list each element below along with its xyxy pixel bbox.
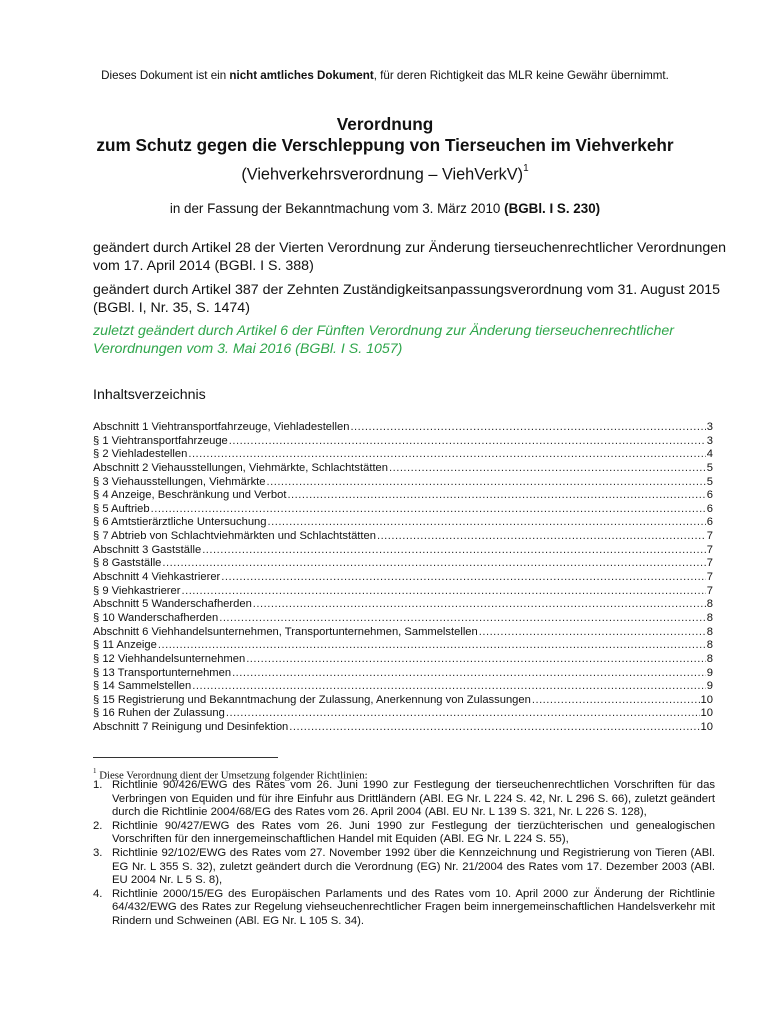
toc-entry[interactable] [93, 448, 713, 462]
toc-entry-page: 10 [700, 707, 713, 720]
toc-entry[interactable] [93, 489, 713, 503]
footnote-item-text: Richtlinie 90/427/EWG des Rates vom 26. Juni 1990 zur Festlegung der tierzüchterischen und genealogischen Vorschriften für den innergemeinschaftlichen Handel mit Equiden (ABl. EG Nr. L 224 S. 55), [112, 819, 715, 846]
toc-entry-page: 6 [706, 502, 713, 515]
toc-entry-title: § 4 Anzeige, Beschränkung und Verbot [93, 489, 287, 502]
toc-entry-title: Abschnitt 3 Gastställe [93, 543, 202, 556]
toc-leader-dots [202, 544, 706, 558]
toc-leader-dots [532, 694, 700, 708]
footnote-intro-text: Diese Verordnung dient der Umsetzung folgender Richtlinien: [96, 769, 368, 782]
toc-entry-page: 7 [706, 543, 713, 556]
toc-entry-title: § 12 Viehhandelsunternehmen [93, 652, 246, 665]
toc-heading: Inhaltsverzeichnis [93, 387, 206, 403]
toc-entry[interactable] [93, 598, 713, 612]
footnote-item [93, 820, 715, 847]
toc-entry-page: 6 [706, 489, 713, 502]
toc-entry[interactable] [93, 571, 713, 585]
toc-entry[interactable] [93, 435, 713, 449]
toc-entry[interactable] [93, 612, 713, 626]
disclaimer-prefix: Dieses Dokument ist ein [101, 69, 230, 82]
toc-entry[interactable] [93, 653, 713, 667]
toc-entry-page: 8 [706, 598, 713, 611]
toc-entry-page: 9 [706, 680, 713, 693]
toc-entry[interactable] [93, 462, 713, 476]
toc-entry[interactable] [93, 516, 713, 530]
toc-entry-page: 7 [706, 557, 713, 570]
toc-leader-dots [389, 462, 706, 476]
toc-leader-dots [232, 667, 706, 681]
amendment-1: geändert durch Artikel 28 der Vierten Verordnung zur Änderung tierseuchenrechtlicher Verordnungen vom 17. April 2014 (BGBl. I S. 388) [93, 240, 727, 274]
toc-entry-page: 8 [706, 611, 713, 624]
toc-entry-page: 3 [706, 434, 713, 447]
toc-entry-title: § 5 Auftrieb [93, 502, 150, 515]
toc-entry-title: Abschnitt 2 Viehausstellungen, Viehmärkte, Schlachtstätten [93, 461, 388, 474]
toc-entry[interactable] [93, 626, 713, 640]
toc-entry[interactable] [93, 544, 713, 558]
footnote-reference[interactable]: 1 [523, 163, 529, 174]
toc-entry[interactable] [93, 503, 713, 517]
document-title [0, 114, 770, 184]
footnote-mark: 1 [93, 767, 97, 775]
toc-entry-page: 7 [706, 571, 713, 584]
toc-entry-title: § 10 Wanderschafherden [93, 611, 219, 624]
toc-entry-title: § 13 Transportunternehmen [93, 666, 232, 679]
title-line-3 [0, 161, 770, 184]
toc-entry[interactable] [93, 585, 713, 599]
disclaimer-bold: nicht amtliches Dokument [229, 69, 374, 82]
footnote-item-number: 2. [93, 819, 103, 832]
toc-entry-title: § 8 Gastställe [93, 557, 162, 570]
title-line-2: zum Schutz gegen die Verschleppung von Tierseuchen im Viehverkehr [96, 135, 674, 155]
toc-entry-title: Abschnitt 6 Viehhandelsunternehmen, Transportunternehmen, Sammelstellen [93, 625, 478, 638]
toc-entry-page: 6 [706, 516, 713, 529]
version-line [0, 200, 770, 217]
short-title: (Viehverkehrsverordnung – ViehVerkV) [241, 165, 524, 184]
toc-entry[interactable] [93, 476, 713, 490]
toc-entry-title: Abschnitt 5 Wanderschafherden [93, 598, 252, 611]
toc-entry-title: Abschnitt 7 Reinigung und Desinfektion [93, 721, 289, 734]
toc-entry-title: § 9 Viehkastrierer [93, 584, 181, 597]
toc-leader-dots [289, 721, 699, 735]
amendment-2: geändert durch Artikel 387 der Zehnten Zuständigkeitsanpassungsverordnung vom 31. August 2015 (BGBl. I, Nr. 35, S. 1474) [93, 282, 721, 316]
toc-entry[interactable] [93, 667, 713, 681]
toc-entry-page: 8 [706, 625, 713, 638]
footnote-item-number: 3. [93, 846, 103, 859]
toc-entry-title: Abschnitt 4 Viehkastrierer [93, 571, 221, 584]
toc-leader-dots [162, 557, 705, 571]
toc-entry[interactable] [93, 694, 713, 708]
toc-entry[interactable] [93, 421, 713, 435]
toc-leader-dots [229, 435, 706, 449]
toc-entry[interactable] [93, 721, 713, 735]
footnote-item-text: Richtlinie 92/102/EWG des Rates vom 27. November 1992 über die Kennzeichnung und Registrierung von Tieren (ABl. EG Nr. L 355 S. 32), zuletzt geändert durch die Verordnung (EG) Nr. 21/2004 des Rates vom 17. Dezember 2003 (ABl. EU 2004 Nr. L 5 S. 8), [112, 846, 715, 887]
toc-leader-dots [181, 585, 705, 599]
toc-entry-page: 8 [706, 652, 713, 665]
toc-entry-page: 7 [706, 584, 713, 597]
toc-leader-dots [377, 530, 706, 544]
version-text: in der Fassung der Bekanntmachung vom 3. März 2010 [169, 201, 505, 216]
footnote-item-text: Richtlinie 90/426/EWG des Rates vom 26. Juni 1990 zur Festlegung der tierseuchenrechtlichen Vorschriften für das Verbringen von Equiden und für ihre Einfuhr aus Drittländern (ABl. EG Nr. L 224 S. 42, Nr. L 296 S. 66), zuletzt geändert durch die Richtlinie 2004/68/EG des Rates vom 26. April 2004 (ABl. EU Nr. L 139 S. 321, Nr. L 226 S. 128), [112, 779, 715, 819]
toc-leader-dots [287, 489, 705, 503]
toc-entry-title: § 15 Registrierung und Bekanntmachung der Zulassung, Anerkennung von Zulassungen [93, 693, 531, 706]
toc-leader-dots [267, 476, 706, 490]
toc-entry[interactable] [93, 680, 713, 694]
toc-entry-page: 8 [706, 639, 713, 652]
footnote-item [93, 779, 715, 820]
toc-entry[interactable] [93, 530, 713, 544]
version-citation: (BGBl. I S. 230) [504, 201, 601, 216]
disclaimer-suffix: , für deren Richtigkeit das MLR keine Gewähr übernimmt. [373, 69, 669, 82]
toc-entry-title: § 3 Viehausstellungen, Viehmärkte [93, 475, 266, 488]
toc-leader-dots [192, 680, 706, 694]
toc-entry-page: 7 [706, 530, 713, 543]
toc-leader-dots [151, 503, 706, 517]
toc-entry-title: § 2 Viehladestellen [93, 448, 188, 461]
toc-entry[interactable] [93, 639, 713, 653]
toc-entry-page: 10 [700, 693, 713, 706]
footnote-item-number: 1. [93, 779, 103, 791]
title-line-1: Verordnung [336, 114, 434, 134]
footnote-list [93, 779, 715, 929]
toc-entry-page: 9 [706, 666, 713, 679]
toc-entry[interactable] [93, 557, 713, 571]
table-of-contents [93, 421, 713, 735]
toc-entry-title: § 11 Anzeige [93, 639, 157, 652]
footnote-divider [93, 757, 278, 758]
footnote-item [93, 847, 715, 888]
toc-leader-dots [188, 448, 705, 462]
toc-entry-page: 3 [706, 421, 713, 433]
toc-leader-dots [219, 612, 706, 626]
toc-leader-dots [158, 639, 706, 653]
toc-entry-title: § 1 Viehtransportfahrzeuge [93, 434, 228, 447]
toc-entry-title: § 7 Abtrieb von Schlachtviehmärkten und Schlachtstätten [93, 530, 376, 543]
disclaimer-line [0, 69, 770, 83]
toc-leader-dots [350, 421, 705, 435]
toc-entry-page: 5 [706, 461, 713, 474]
toc-leader-dots [268, 516, 706, 530]
toc-leader-dots [253, 598, 706, 612]
toc-leader-dots [226, 707, 700, 721]
toc-entry-title: Abschnitt 1 Viehtransportfahrzeuge, Viehladestellen [93, 421, 350, 433]
toc-entry-page: 5 [706, 475, 713, 488]
toc-entry-title: § 14 Sammelstellen [93, 680, 192, 693]
toc-entry-page: 10 [700, 721, 713, 734]
toc-entry-title: § 6 Amtstierärztliche Untersuchung [93, 516, 267, 529]
toc-leader-dots [246, 653, 706, 667]
toc-leader-dots [479, 626, 706, 640]
toc-entry-page: 4 [706, 448, 713, 461]
toc-leader-dots [221, 571, 705, 585]
amendment-latest: zuletzt geändert durch Artikel 6 der Fünften Verordnung zur Änderung tierseuchenrechtlicher Verordnungen vom 3. Mai 2016 (BGBl. I S. 1057) [93, 323, 674, 357]
footnote-item-text: Richtlinie 2000/15/EG des Europäischen Parlaments und des Rates vom 10. April 2000 zur Änderung der Richtlinie 64/432/EWG des Rates zur Regelung viehseuchenrechtlicher Fragen beim innergemeinschaftlichen Handelsverkehr mit Rindern und Schweinen (ABl. EG Nr. L 105 S. 34). [112, 887, 715, 927]
footnote-item [93, 888, 715, 929]
toc-entry[interactable] [93, 707, 713, 721]
toc-entry-title: § 16 Ruhen der Zulassung [93, 707, 225, 720]
footnote-item-number: 4. [93, 887, 103, 900]
